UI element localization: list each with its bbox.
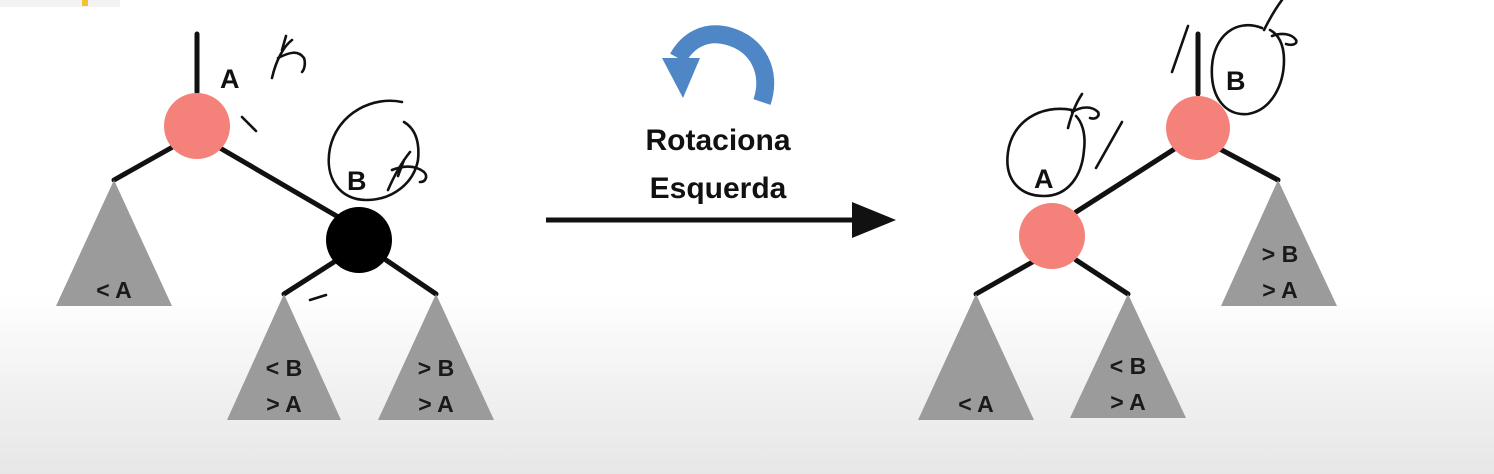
after-subtree-right-label-2: > A [1262, 277, 1298, 303]
after-subtree-mid-label-1: < B [1109, 353, 1147, 379]
window-edge-remnant [0, 0, 120, 7]
before-handwritten-scribble-a [272, 36, 305, 78]
before-handwritten-dash-a [242, 117, 256, 131]
before-subtree-mid-label-2: > A [266, 391, 302, 417]
after-handwritten-slash-a [1096, 122, 1122, 168]
before-tree [56, 34, 494, 420]
after-node-a-label: A [1034, 164, 1054, 194]
operation-group [546, 34, 896, 238]
before-node-b-label: B [347, 166, 367, 196]
operation-label-line1: Rotaciona [645, 124, 791, 157]
after-handwritten-slash-b [1172, 26, 1188, 72]
after-handwritten-scribble-b [1264, 0, 1296, 45]
after-tree [918, 0, 1337, 420]
before-subtree-mid-label-1: < B [265, 355, 303, 381]
before-edge-a-b [220, 148, 340, 218]
after-node-a [1019, 203, 1085, 269]
before-node-a [164, 93, 230, 159]
before-node-a-label: A [220, 64, 240, 94]
before-edge-b-right [386, 260, 436, 294]
after-edge-a-left [976, 260, 1036, 294]
before-handwritten-circle-b [329, 101, 419, 200]
after-handwritten-circle-b [1212, 25, 1284, 114]
before-node-b [326, 207, 392, 273]
before-edge-a-left [114, 144, 178, 180]
after-subtree-mid-label-2: > A [1110, 389, 1146, 415]
after-node-b-label: B [1226, 66, 1246, 96]
rotate-left-icon [662, 34, 765, 102]
operation-arrow-head [852, 202, 896, 238]
before-edge-b-left [284, 262, 334, 294]
before-handwritten-dash-b [310, 295, 326, 300]
after-node-b [1166, 96, 1230, 160]
after-edge-b-a [1076, 148, 1176, 212]
before-subtree-left-label: < A [96, 277, 132, 303]
after-subtree-left-label: < A [958, 391, 994, 417]
after-edge-a-right [1076, 260, 1128, 294]
before-subtree-right-label-1: > B [417, 355, 455, 381]
after-handwritten-scribble-a [1068, 94, 1099, 128]
after-subtree-right-label-1: > B [1261, 241, 1299, 267]
after-edge-b-right [1218, 148, 1278, 180]
window-edge-accent [82, 0, 88, 6]
before-subtree-right-label-2: > A [418, 391, 454, 417]
operation-label-line2: Esquerda [649, 172, 787, 205]
